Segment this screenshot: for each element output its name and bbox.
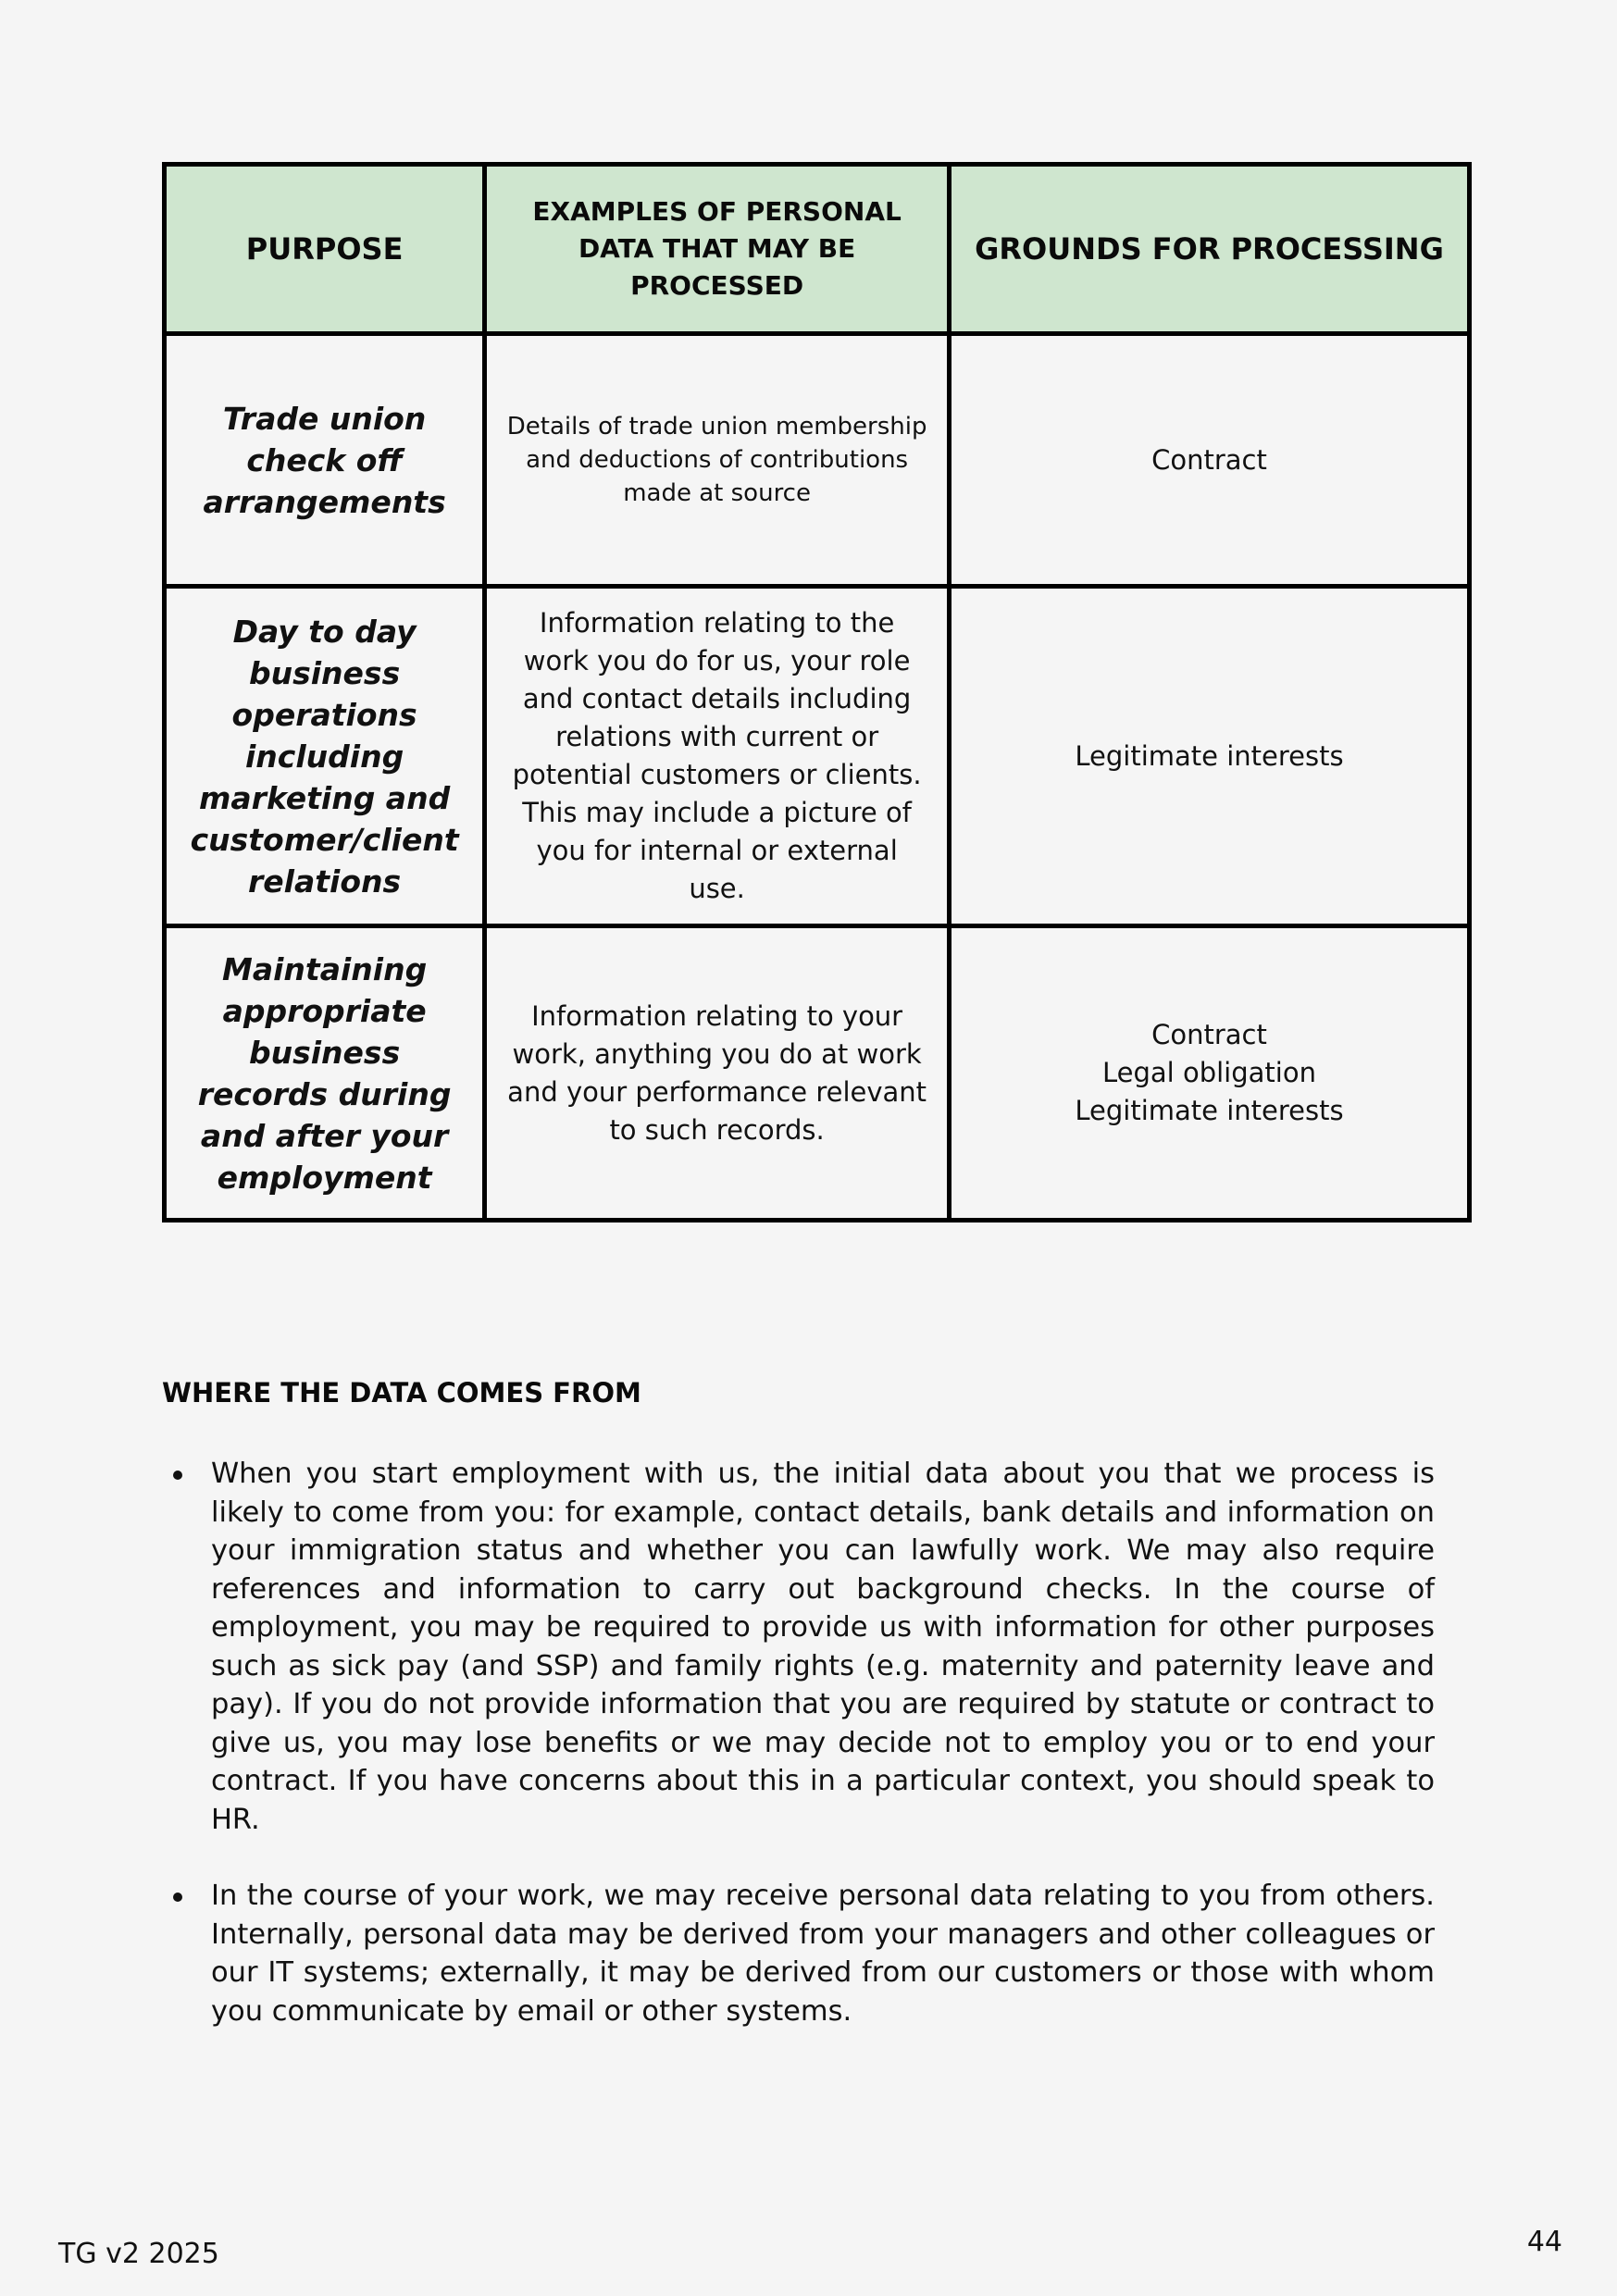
grounds-item: Legitimate interests xyxy=(1075,1095,1344,1126)
grounds-cell xyxy=(949,334,1469,587)
header-examples: EXAMPLES OF PERSONAL DATA THAT MAY BE PROCESSED xyxy=(485,165,950,334)
list-item xyxy=(162,1455,1435,1839)
header-grounds: GROUNDS FOR PROCESSING xyxy=(949,165,1469,334)
table-row xyxy=(165,587,1470,926)
bullet-icon xyxy=(173,1893,182,1902)
purpose-cell: Maintaining appropriate business records during and after your employment xyxy=(165,926,485,1221)
grounds-item: Contract xyxy=(1151,443,1267,476)
grounds-cell xyxy=(949,926,1469,1221)
grounds-item: Legitimate interests xyxy=(1075,739,1344,772)
list-item-text: In the course of your work, we may receive personal data relating to you from others. Internally, personal data may be derived from your managers and other colleagues or our IT systems; externally, it may be derived from our customers or those with whom you communicate by email or other systems. xyxy=(211,1880,1435,2028)
purpose-table xyxy=(162,162,1472,1222)
list-item-text: When you start employment with us, the initial data about you that we process is likely to come from you: for example, contact details, bank details and information on your immigration status and whether you can lawfully work. We may also require references and information to carry out background checks. In the course of employment, you may be required to provide us with information for other purposes such as sick pay (and SSP) and family rights (e.g. maternity and paternity leave and pay). If you do not provide information that you are required by statute or contract to give us, you may lose benefits or we may decide not to employ you or to end your contract. If you have concerns about this in a particular context, you should speak to HR. xyxy=(211,1458,1435,1836)
purpose-cell: Day to day business operations including marketing and customer/client relations xyxy=(165,587,485,926)
examples-cell: Information relating to the work you do for us, your role and contact details including relations with current or potential customers or clients. This may include a picture of you for internal or external use. xyxy=(485,587,950,926)
grounds-cell xyxy=(949,587,1469,926)
purpose-cell: Trade union check off arrangements xyxy=(165,334,485,587)
section-heading: WHERE THE DATA COMES FROM xyxy=(162,1377,641,1409)
footer-version: TG v2 2025 xyxy=(58,2238,219,2270)
examples-cell: Information relating to your work, anything you do at work and your performance relevant to such records. xyxy=(485,926,950,1221)
bullet-list xyxy=(162,1455,1435,2068)
grounds-item: Contract xyxy=(1151,1019,1267,1050)
table-row xyxy=(165,334,1470,587)
examples-cell: Details of trade union membership and deductions of contributions made at source xyxy=(485,334,950,587)
header-purpose: PURPOSE xyxy=(165,165,485,334)
table-row xyxy=(165,926,1470,1221)
bullet-icon xyxy=(173,1471,182,1480)
page-number: 44 xyxy=(1526,2226,1562,2258)
list-item xyxy=(162,1877,1435,2030)
grounds-item: Legal obligation xyxy=(1102,1057,1316,1088)
table-header-row xyxy=(165,165,1470,334)
